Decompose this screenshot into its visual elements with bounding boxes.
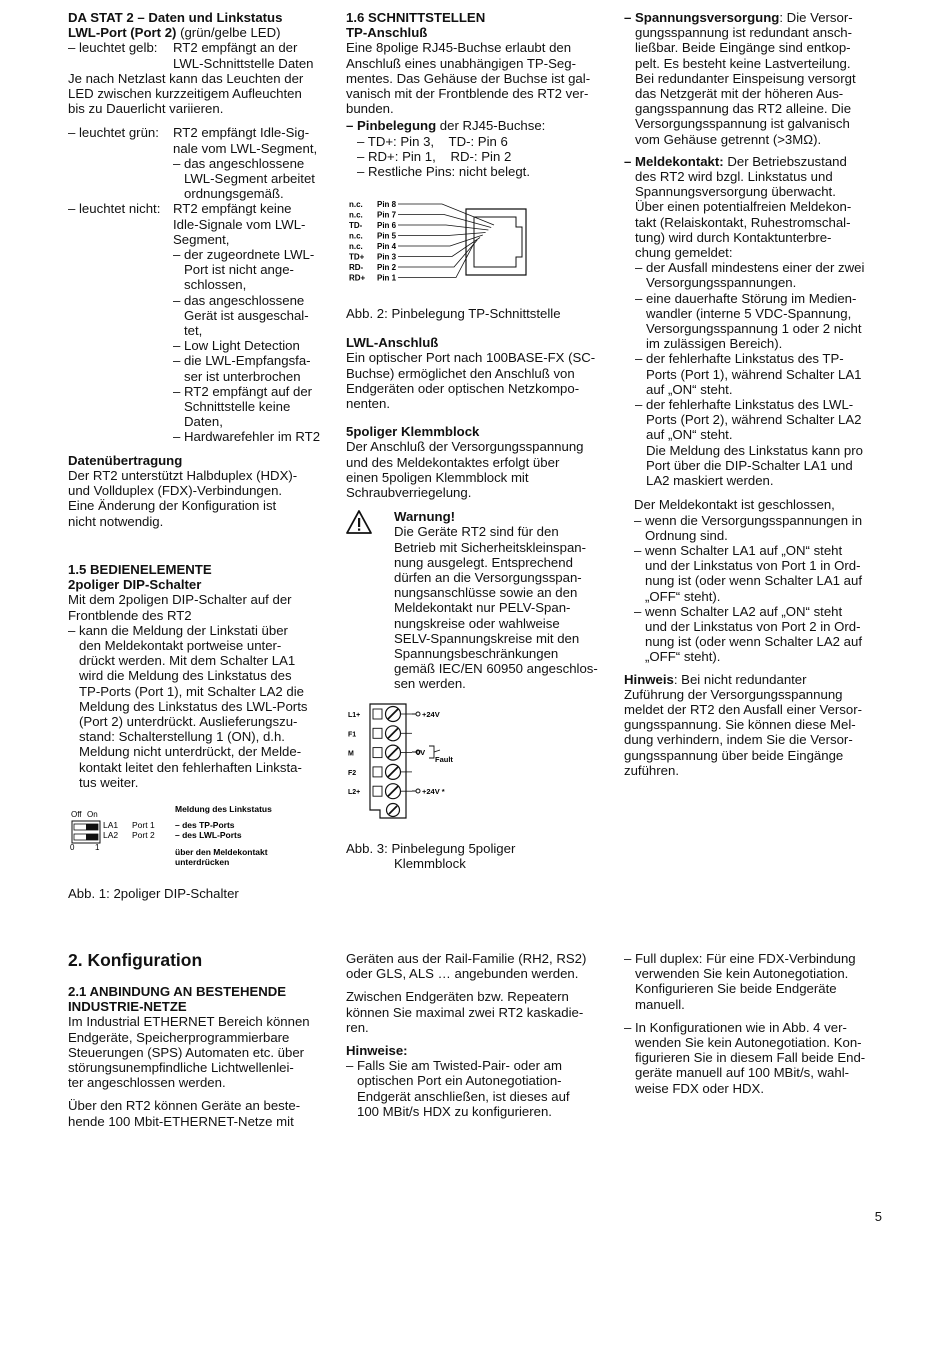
text-line: chung gemeldet:	[635, 245, 733, 261]
text-line: nungsanschlüsse sowie an den	[394, 585, 578, 601]
text-line: bunden.	[346, 101, 394, 117]
melde-block	[624, 154, 886, 488]
text-line: Über einen potentialfreien Meldekon-	[635, 199, 852, 215]
fig1-des-lwl: – des LWL-Ports	[175, 830, 242, 840]
text-line: verwenden Sie kein Autonegotiation.	[635, 966, 849, 982]
text-line: im zulässigen Bereich).	[646, 336, 783, 352]
fig3-terminal-label: M	[348, 750, 354, 758]
text-line: Gerät ist ausgeschal-	[184, 307, 309, 323]
text-line: Ein optischer Port nach 100BASE-FX (SC-	[346, 350, 596, 366]
s2-r1	[624, 951, 886, 1012]
s2-m1	[346, 951, 608, 981]
fig2-wire	[398, 243, 474, 278]
fig2-pin-label: Pin 6	[377, 221, 397, 230]
column-1-lower	[68, 562, 330, 790]
gruen-item	[68, 125, 330, 201]
heading-bedienelemente: 1.5 BEDIENELEMENTE	[68, 562, 212, 577]
text-line: des RT2 wird bzgl. Linkstatus und	[635, 169, 833, 185]
hinweis-label: Hinweis	[624, 671, 674, 687]
text-line: : Die Versor-	[779, 10, 853, 25]
text-line: Zuführung der Versorgungsspannung	[624, 686, 843, 702]
caption-fig3-line: Abb. 3: Pinbelegung 5poliger	[346, 841, 516, 856]
fig3-screw-slot	[388, 748, 398, 758]
text-line: figurieren Sie in diesem Fall beide End-	[635, 1050, 866, 1066]
text-line: Konfigurieren Sie beide Endgeräte	[635, 981, 837, 997]
dip-intro	[68, 592, 330, 622]
warning-block	[346, 509, 608, 691]
terminal-block-figure	[346, 700, 476, 828]
terminal-housing	[370, 704, 406, 818]
text-line: ren.	[346, 1019, 369, 1035]
text-line: Endgeräte, Speicherprogrammierbare	[68, 1029, 290, 1045]
lwl-text	[346, 350, 608, 411]
text-line: Die Meldung des Linkstatus kann pro	[646, 442, 863, 458]
fig1-on: On	[87, 810, 98, 819]
heading-anbindung	[68, 984, 330, 1014]
nicht-text	[173, 201, 320, 444]
text-line: SELV-Spannungskreise mit den	[394, 630, 580, 646]
heading-line: 2.1 ANBINDUNG AN BESTEHENDE	[68, 984, 287, 999]
nicht-item	[68, 201, 330, 444]
text-line: Die Geräte RT2 sind für den	[394, 524, 559, 540]
text-line: Endgerät anschließen, ist dieses auf	[357, 1088, 570, 1104]
text-line: pelt. Es besteht keine Lastverteilung.	[635, 55, 851, 71]
fig3-screw-slot	[389, 806, 397, 814]
gelb-text-line: LWL-Schnittstelle Daten	[173, 55, 314, 71]
heading-klemmblock: 5poliger Klemmblock	[346, 424, 480, 440]
text-line: zuführen.	[624, 762, 679, 778]
text-line: kontakt leitet den fehlerhaften Linksta-	[79, 759, 302, 775]
caption-fig3-line: Klemmblock	[394, 856, 466, 872]
text-line: Spannungsbeschränkungen	[394, 646, 559, 662]
text-line: Port ist nicht ange-	[184, 262, 294, 278]
fig2-pin-label: Pin 5	[377, 231, 397, 241]
text-line: dürfen an die Versorgungsspan-	[394, 570, 582, 586]
fig1-port2: Port 2	[132, 830, 155, 840]
text-line: nale vom LWL-Segment,	[173, 140, 318, 156]
caption-fig2: Abb. 2: Pinbelegung TP-Schnittstelle	[346, 306, 561, 321]
s2-p2	[68, 1098, 330, 1128]
text-line: (Port 2) unterdrückt. Auslieferungszu-	[79, 714, 298, 730]
column-1	[68, 10, 330, 529]
dip-switch-figure	[68, 800, 298, 872]
fig1-port1: Port 1	[132, 820, 155, 830]
heading-tp-anschluss: TP-Anschluß	[346, 25, 428, 41]
fig3-terminal-label: L2+	[348, 789, 361, 797]
text-line: oder GLS, ALS … angebunden werden.	[346, 966, 579, 982]
text-line: 100 MBit/s HDX zu konfigurieren.	[357, 1103, 552, 1119]
fig1-off: Off	[71, 810, 82, 819]
text-line: nungskreise oder wahlweise	[394, 615, 560, 631]
text-line: – In Konfigurationen wie in Abb. 4 ver-	[624, 1019, 847, 1035]
text-line: Der RT2 unterstützt Halbduplex (HDX)-	[68, 467, 298, 483]
text-line: Betrieb mit Sicherheitskleinspan-	[394, 539, 587, 555]
text-line: LWL-Segment arbeitet	[184, 171, 315, 187]
gelb-item	[68, 40, 330, 70]
text-line: Meldung nicht unterdrückt, der Melde-	[79, 744, 302, 760]
text-line: Endgeräten oder optischen Netzkompo-	[346, 380, 580, 396]
text-line: wandler (interne 5 VDC-Spannung,	[646, 305, 852, 321]
text-line: Eine 8polige RJ45-Buchse erlaubt den	[346, 40, 572, 56]
pinbelegung-line	[346, 118, 608, 133]
fig3-fault: Fault	[435, 755, 453, 764]
text-line: manuell.	[635, 996, 685, 1012]
heading-schnittstellen: 1.6 SCHNITTSTELLEN	[346, 10, 486, 25]
text-line: bis zu Dauerlicht variieren.	[68, 101, 224, 117]
fig2-pin-label: Pin 1	[377, 273, 397, 283]
gelb-label: – leuchtet gelb:	[68, 40, 158, 56]
text-line: – wenn die Versorgungsspannungen in	[634, 512, 863, 528]
text-line: Schraubverriegelung.	[346, 485, 472, 501]
pin-item: – RD+: Pin 1, RD-: Pin 2	[357, 148, 512, 164]
text-line: Der Betriebszustand	[723, 153, 847, 169]
text-line: Anschluß eines unabhängigen TP-Seg-	[346, 55, 576, 71]
fig1-meldung: Meldung des Linkstatus	[175, 804, 272, 814]
gelb-text	[173, 40, 313, 70]
heading-dip-schalter: 2poliger DIP-Schalter	[68, 577, 202, 593]
fig3-wire-entry	[373, 709, 382, 719]
rj45-pinout-figure	[346, 197, 546, 289]
page-number: 5	[874, 1209, 882, 1224]
text-line: Versorgungsspannung ist galvanisch	[635, 116, 850, 132]
text-line: LA2 maskiert werden.	[646, 473, 774, 489]
text-line: – RT2 empfängt auf der	[173, 383, 313, 399]
pinbelegung-text: der RJ45-Buchse:	[436, 118, 546, 134]
lwl-port-line	[68, 25, 330, 40]
text-line: sen werden.	[394, 676, 466, 692]
tp-text	[346, 40, 608, 116]
fig3-v0: 0V	[416, 748, 426, 757]
section-title-konfiguration: 2. Konfiguration	[68, 950, 203, 970]
fig3-wire-entry	[373, 786, 382, 796]
text-line: tus weiter.	[79, 774, 139, 790]
text-line: gungsspannung ist redundant ansch-	[635, 25, 853, 41]
text-line: Buchse) ermöglichet den Anschluß von	[346, 365, 575, 381]
lwl-port-note: (grün/gelbe LED)	[176, 25, 281, 41]
text-line: wenden Sie kein Autonegotiation. Kon-	[635, 1035, 862, 1051]
section2-col3	[624, 951, 886, 1096]
text-line: Segment,	[173, 231, 230, 247]
melde-label: – Meldekontakt:	[624, 153, 724, 169]
pin-item: – TD+: Pin 3, TD-: Pin 6	[357, 133, 508, 149]
text-line: wird die Meldung des Linkstatus des	[79, 668, 292, 684]
fig2-pin-label: Pin 3	[377, 252, 397, 262]
fig3-wire-entry	[373, 728, 382, 738]
text-line: – der fehlerhafte Linkstatus des TP-	[635, 351, 844, 367]
caption-fig1: Abb. 1: 2poliger DIP-Schalter	[68, 886, 239, 901]
fig1-la1: LA1	[103, 820, 119, 830]
text-line: ließbar. Beide Eingänge sind entkop-	[635, 40, 851, 56]
warning-title: Warnung!	[394, 509, 456, 525]
nicht-label: – leuchtet nicht:	[68, 201, 161, 217]
text-line: Eine Änderung der Konfiguration ist	[68, 498, 277, 514]
fig3-terminal-label: L1+	[348, 712, 361, 719]
text-line: auf „ON“ steht.	[646, 381, 733, 397]
text-line: optischen Port ein Autonegotiation-	[357, 1073, 562, 1089]
text-line: nung ist (oder wenn Schalter LA1 auf	[645, 573, 862, 589]
klemm-text	[346, 439, 608, 500]
heading-dastat: DA STAT 2 – Daten und Linkstatus	[68, 10, 283, 25]
fig1-one: 1	[95, 843, 100, 852]
text-line: Im Industrial ETHERNET Bereich können	[68, 1014, 310, 1030]
text-line: nicht notwendig.	[68, 513, 164, 529]
text-line: – die LWL-Empfangsfa-	[173, 353, 311, 369]
text-line: gemäß IEC/EN 60950 angeschlos-	[394, 661, 598, 677]
fig2-wire	[398, 240, 477, 267]
heading-line: INDUSTRIE-NETZE	[68, 999, 187, 1015]
s2-p1	[68, 1014, 330, 1090]
text-line: Steuerungen (SPS) Automaten etc. über	[68, 1044, 305, 1060]
fig3-wire-entry	[373, 767, 382, 777]
text-line: Ports (Port 1), während Schalter LA1	[646, 366, 862, 382]
text-line: – das angeschlossene	[173, 292, 305, 308]
text-line: „OFF“ steht).	[645, 649, 721, 665]
heading-lwl-anschluss: LWL-Anschluß	[346, 335, 439, 351]
text-line: Der Anschluß der Versorgungsspannung	[346, 439, 584, 455]
text-line: vom Gehäuse getrennt (>3MΩ).	[635, 131, 822, 147]
fig3-screw-slot	[388, 728, 398, 738]
text-line: Geräten aus der Rail-Familie (RH2, RS2)	[346, 951, 587, 966]
text-line: – kann die Meldung der Linkstati über	[68, 622, 288, 638]
text-line: tet,	[184, 323, 203, 339]
warning-triangle-icon	[346, 509, 394, 543]
text-line: RT2 empfängt keine	[173, 201, 292, 217]
text-line: Versorgungsspannung 1 oder 2 nicht	[646, 321, 862, 337]
section2-col1	[68, 984, 330, 1129]
text-line: Idle-Signale vom LWL-	[173, 216, 306, 232]
text-line: und der Linkstatus von Port 1 in Ord-	[645, 558, 861, 574]
column-2-mid	[346, 306, 608, 692]
text-line: Daten,	[184, 414, 223, 430]
text-line: Versorgungsspannungen.	[646, 275, 797, 291]
fig2-pin-label: Pin 7	[377, 210, 397, 220]
fig3-screw-slot	[388, 767, 398, 777]
text-line: den Meldekontakt portweise unter-	[79, 638, 282, 654]
section2-col2	[346, 951, 608, 1119]
fig2-signal-label: TD-	[349, 221, 363, 230]
text-line: Schnittstelle keine	[184, 399, 291, 415]
text-line: TP-Ports (Port 1), mit Schalter LA2 die	[79, 683, 304, 699]
fig3-terminal-label: F2	[348, 769, 357, 777]
text-line: gangsspannung das RT2 alleine. Die	[635, 101, 852, 117]
s2-m2	[346, 989, 608, 1035]
text-line: Mit dem 2poligen DIP-Schalter auf der	[68, 592, 292, 608]
fig2-wire	[398, 225, 488, 230]
text-line: Je nach Netzlast kann das Leuchten der	[68, 70, 304, 86]
fig2-left-labels	[349, 200, 366, 283]
gruen-label: – leuchtet grün:	[68, 125, 159, 141]
heading-hinweise: Hinweise:	[346, 1043, 408, 1059]
text-line: ordnungsgemäß.	[184, 186, 284, 202]
fig2-signal-label: n.c.	[349, 231, 363, 241]
text-line: nung ist (oder wenn Schalter LA2 auf	[645, 634, 862, 650]
text-line: – der fehlerhafte Linkstatus des LWL-	[635, 397, 854, 413]
fig2-signal-label: n.c.	[349, 242, 363, 251]
fig2-signal-label: n.c.	[349, 200, 363, 209]
daten-text	[68, 468, 330, 529]
text-line: stand: Schalterstellung 1 (ON), d.h.	[79, 729, 285, 745]
text-line: dung verhindern, indem Sie die Versor-	[624, 732, 853, 748]
text-line: störungsunempfindliche Lichtwellenlei-	[68, 1060, 294, 1076]
fig1-ueber: über den Meldekontakt	[175, 847, 268, 857]
caption-fig3	[346, 841, 608, 871]
text-line: Zwischen Endgeräten bzw. Repeatern	[346, 989, 569, 1005]
warning-body	[394, 524, 598, 691]
text-line: mentes. Das Gehäuse der Buchse ist gal-	[346, 70, 591, 86]
fig2-wires	[398, 204, 494, 278]
text-line: takt (Relaiskontakt, Ruhestromschal-	[635, 214, 851, 230]
fig1-des-tp: – des TP-Ports	[175, 820, 235, 830]
text-line: RT2 empfängt Idle-Sig-	[173, 125, 310, 141]
text-line: – eine dauerhafte Störung im Medien-	[635, 290, 857, 306]
netzlast-text	[68, 71, 330, 117]
dip-bullet	[68, 623, 330, 790]
text-line: und des Meldekontaktes erfolgt über	[346, 454, 560, 470]
text-line: Port über die DIP-Schalter LA1 und	[646, 457, 853, 473]
fig2-signal-label: RD-	[349, 263, 364, 272]
column-2	[346, 10, 608, 179]
text-line: Frontblende des RT2	[68, 607, 192, 623]
fig3-wire-entry	[373, 748, 382, 758]
fig2-pin-label: Pin 8	[377, 200, 397, 209]
text-line: – Falls Sie am Twisted-Pair- oder am	[346, 1058, 562, 1074]
text-line: hende 100 Mbit-ETHERNET-Netze mit	[68, 1113, 294, 1129]
fig3-v24: +24V	[422, 710, 440, 719]
text-line: Spannungsversorgung überwacht.	[635, 184, 836, 200]
text-line: Meldung des Linkstatus des LWL-Ports	[79, 698, 308, 714]
gelb-text-line: RT2 empfängt an der	[173, 40, 298, 56]
text-line: gungsspannung über beide Eingänge	[624, 747, 844, 763]
heading-lwl-port: LWL-Port (Port 2)	[68, 25, 177, 41]
text-line: Ordnung sind.	[645, 527, 728, 543]
text-line: Ports (Port 2), während Schalter LA2	[646, 412, 862, 428]
pin-item: – Restliche Pins: nicht belegt.	[357, 164, 530, 180]
fig2-pin-label: Pin 4	[377, 242, 397, 251]
text-line: das Netzgerät mit der höheren Aus-	[635, 86, 844, 102]
text-line: LED zwischen kurzzeitigem Aufleuchten	[68, 86, 302, 102]
text-line: „OFF“ steht).	[645, 588, 721, 604]
text-line: nenten.	[346, 396, 390, 412]
text-line: nung ausgelegt. Entsprechend	[394, 554, 573, 570]
caption-1-wrap	[68, 886, 239, 901]
text-line: schlossen,	[184, 277, 247, 293]
dip-switch-1-lever	[86, 824, 98, 830]
geschlossen-block	[624, 497, 886, 664]
text-line: – wenn Schalter LA2 auf „ON“ steht	[634, 603, 843, 619]
spannung-block	[624, 10, 886, 147]
pinbelegung-label: – Pinbelegung	[346, 118, 437, 134]
s2-r2	[624, 1020, 886, 1096]
s2-m3	[346, 1058, 608, 1119]
fig3-terminal-label: F1	[348, 731, 357, 739]
text-line: : Bei nicht redundanter	[673, 671, 807, 687]
text-line: – Low Light Detection	[173, 338, 300, 354]
text-line: und der Linkstatus von Port 2 in Ord-	[645, 618, 861, 634]
text-line: Bei redundanter Einspeisung versorgt	[635, 70, 856, 86]
text-line: Über den RT2 können Geräte an beste-	[68, 1098, 301, 1114]
text-line: – der zugeordnete LWL-	[173, 247, 315, 263]
text-line: – Hardwarefehler im RT2	[173, 429, 321, 445]
text-line: – Full duplex: Für eine FDX-Verbindung	[624, 951, 856, 966]
spannung-label: – Spannungsversorgung	[624, 10, 780, 25]
fig2-signal-label: n.c.	[349, 210, 363, 220]
hinweis-block	[624, 672, 886, 778]
caption-3-wrap	[346, 841, 608, 871]
fig2-signal-label: TD+	[349, 252, 365, 262]
text-line: vanisch mit der Frontblende des RT2 ver-	[346, 86, 589, 102]
text-line: gungsspannung. Sie können diese Mel-	[624, 717, 856, 733]
text-line: weise FDX oder HDX.	[635, 1080, 764, 1096]
fig1-zero: 0	[70, 843, 75, 852]
fig1-unterdruecken: unterdrücken	[175, 857, 230, 867]
fig2-right-labels	[377, 200, 397, 283]
text-line: Der Meldekontakt ist geschlossen,	[634, 497, 835, 513]
fig3-v24b: +24V *	[422, 787, 445, 796]
fig1-la2: LA2	[103, 830, 119, 840]
text-line: ter angeschlossen werden.	[68, 1075, 226, 1091]
text-line: tung) wird durch Kontaktunterbre-	[635, 229, 832, 245]
text-line: und Vollduplex (FDX)-Verbindungen.	[68, 483, 283, 499]
pin-list	[346, 134, 608, 180]
text-line: ser ist unterbrochen	[184, 368, 301, 384]
fig2-signal-label: RD+	[349, 273, 366, 283]
dip-switch-2-lever	[86, 834, 98, 840]
gruen-text	[173, 125, 317, 201]
column-3	[624, 10, 886, 778]
fig2-wire	[398, 215, 491, 228]
text-line: – wenn Schalter LA1 auf „ON“ steht	[634, 542, 843, 558]
text-line: einen 5poligen Klemmblock mit	[346, 469, 529, 485]
fig3-screw-slot	[388, 709, 398, 719]
fig3-screw-slot	[388, 786, 398, 796]
heading-datenuebertragung: Datenübertragung	[68, 452, 183, 468]
text-line: geräte manuell auf 100 MBit/s, wahl-	[635, 1065, 850, 1081]
text-line: auf „ON“ steht.	[646, 427, 733, 443]
text-line: – der Ausfall mindestens einer der zwei	[635, 260, 865, 276]
warning-text	[394, 509, 598, 691]
fig2-pin-label: Pin 2	[377, 263, 397, 272]
terminal-rows	[348, 707, 412, 817]
text-line: meldet der RT2 den Ausfall einer Versor-	[624, 701, 862, 717]
fig2-wire	[398, 233, 486, 236]
text-line: drückt werden. Mit dem Schalter LA1	[79, 653, 296, 669]
text-line: Meldekontakt nur PELV-Span-	[394, 600, 571, 616]
text-line: können Sie maximal zwei RT2 kaskadie-	[346, 1004, 584, 1020]
text-line: – das angeschlossene	[173, 155, 305, 171]
